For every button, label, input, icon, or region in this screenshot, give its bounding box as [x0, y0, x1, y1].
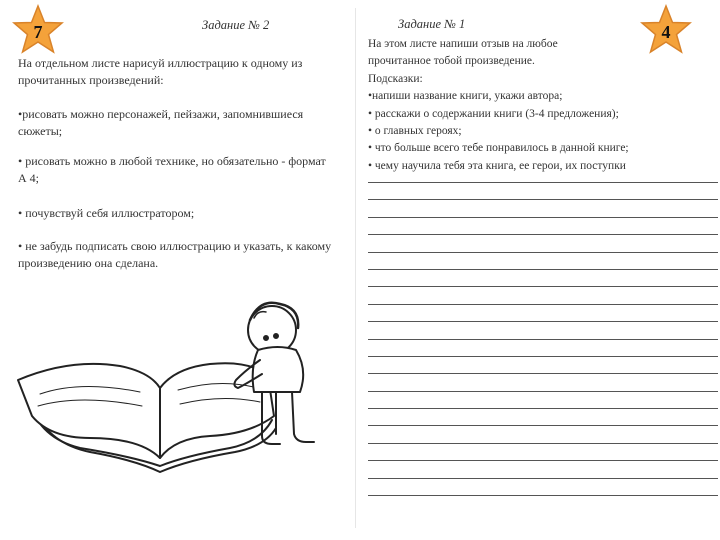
writing-line	[368, 304, 718, 305]
writing-line	[368, 269, 718, 270]
writing-line	[368, 408, 718, 409]
hint-item: •напиши название книги, укажи автора;	[368, 90, 563, 103]
writing-line	[368, 252, 718, 253]
page-number-badge	[12, 4, 64, 56]
writing-line	[368, 391, 718, 392]
page-number: 4	[661, 21, 671, 42]
bullet-item: • не забудь подписать свою иллюстрацию и указать, к какому произведению она сделана.	[18, 239, 332, 270]
task-title: Задание № 2	[202, 18, 270, 32]
writing-line	[368, 478, 718, 479]
writing-line	[368, 199, 718, 200]
writing-line	[368, 356, 718, 357]
task-intro: На отдельном листе нарисуй иллюстрацию к одному из прочитанных произведений:	[18, 56, 303, 87]
writing-line	[368, 321, 718, 322]
left-page	[0, 0, 352, 540]
writing-line	[368, 234, 718, 235]
bullet-item: •рисовать можно персонажей, пейзажи, запомнившиеся сюжеты;	[18, 107, 304, 138]
hint-item: • о главных героях;	[368, 125, 462, 138]
boy-reading-book-illustration	[10, 288, 340, 488]
writing-line	[368, 182, 718, 183]
writing-line	[368, 373, 718, 374]
hint-item: • расскажи о содержании книги (3-4 предложения);	[368, 107, 619, 120]
hints-label: Подсказки:	[368, 72, 423, 85]
page-divider	[355, 8, 356, 528]
task-title: Задание № 1	[398, 17, 466, 31]
hint-item: • чему научила тебя эта книга, ее герои, их поступки	[368, 159, 626, 172]
writing-line	[368, 339, 718, 340]
writing-line	[368, 286, 718, 287]
writing-line	[368, 495, 718, 496]
bullet-item: • почувствуй себя иллюстратором;	[18, 206, 195, 220]
page-number: 7	[33, 21, 43, 42]
bullet-item: • рисовать можно в любой технике, но обязательно - формат А 4;	[18, 154, 326, 185]
instruction-line: На этом листе напиши отзыв на любое	[368, 38, 558, 50]
instruction-line: прочитанное тобой произведение.	[368, 55, 535, 68]
writing-line	[368, 425, 718, 426]
right-page	[360, 0, 720, 540]
task-instructions	[368, 36, 718, 175]
hint-item: • что больше всего тебе понравилось в данной книге;	[368, 142, 629, 155]
writing-line	[368, 460, 718, 461]
writing-line	[368, 443, 718, 444]
writing-line	[368, 217, 718, 218]
writing-lines	[368, 182, 718, 512]
